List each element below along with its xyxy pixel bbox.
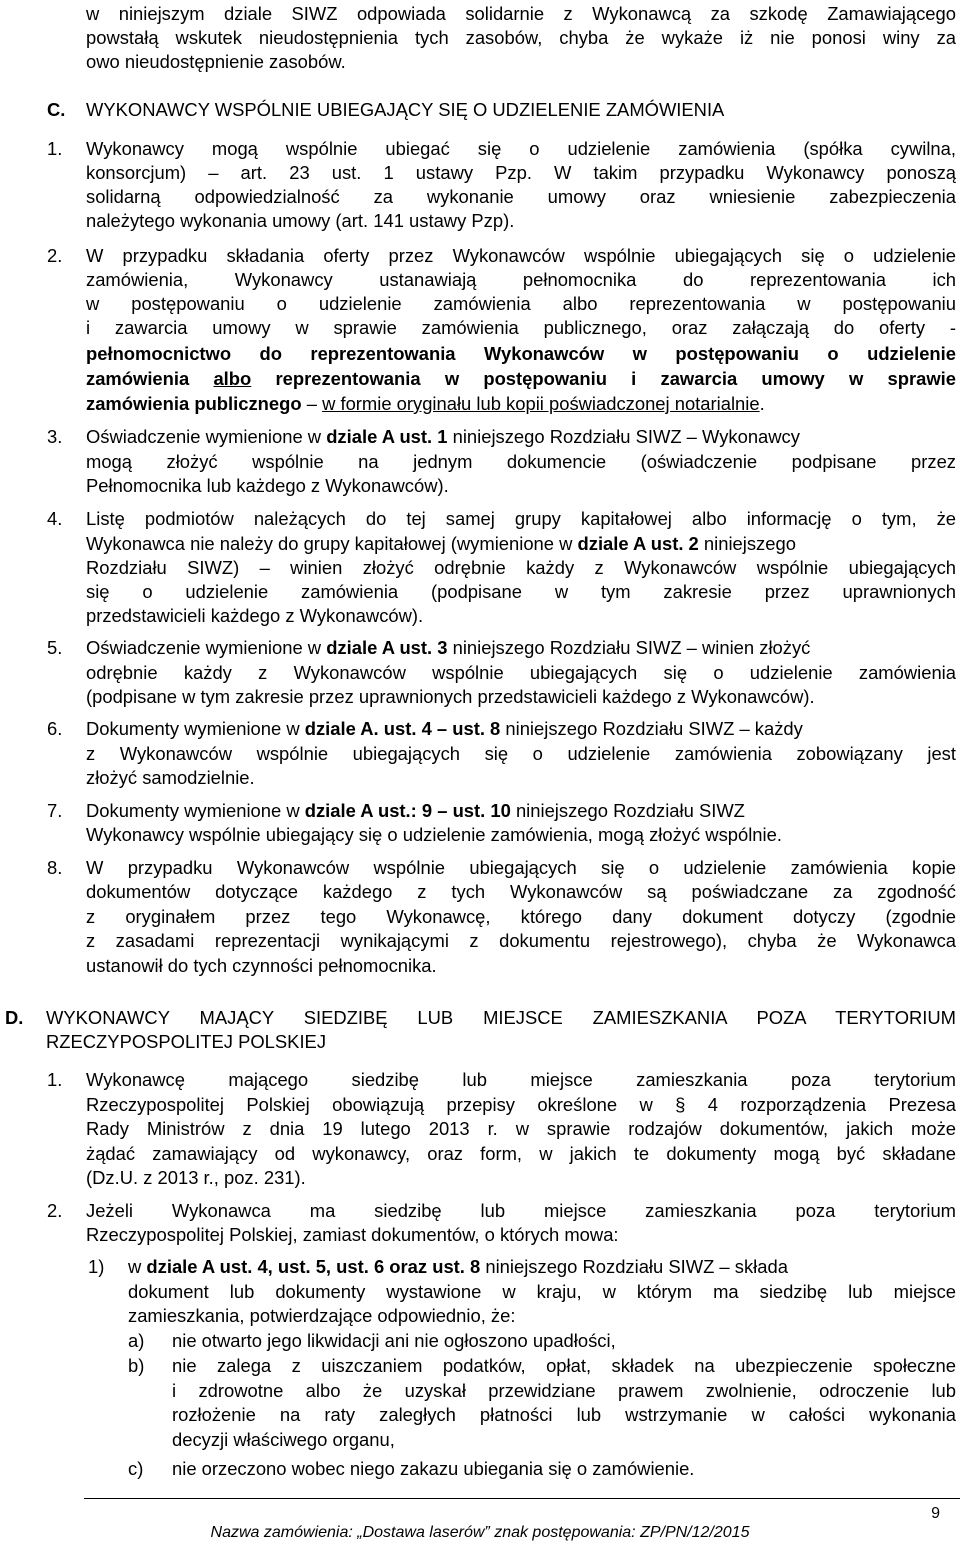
bold-text: dziale A. ust. 4 – ust. 8 — [304, 718, 501, 739]
paragraph-line — [86, 717, 803, 741]
text: niniejszego Rozdziału SIWZ — [510, 800, 745, 821]
section-letter: D. — [5, 1007, 24, 1028]
paragraph-line — [86, 532, 796, 556]
point-letter: b) — [128, 1355, 145, 1376]
paragraph-line: konsorcjum) – art. 23 ust. 1 ustawy Pzp. W takim przypadku Wykonawcy ponoszą — [86, 162, 956, 183]
point-letter: a) — [128, 1330, 145, 1351]
item-number: 8. — [47, 857, 63, 878]
paragraph-line: (podpisane w tym zakresie przez uprawnionych przedstawicieli każdego z Wykonawców). — [86, 686, 815, 707]
footer-text: Nazwa zamówienia: „Dostawa laserów” znak postępowania: ZP/PN/12/2015 — [210, 1524, 750, 1541]
paragraph-line: mogą złożyć wspólnie na jednym dokumencie (oświadczenie podpisane przez — [86, 451, 956, 472]
bold-text: dziale A ust. 1 — [326, 426, 448, 447]
paragraph-line: solidarną odpowiedzialność za wykonanie umowy oraz wniesienie zabezpieczenia — [86, 186, 956, 207]
paragraph-line-bold — [86, 367, 956, 391]
paragraph-line: rozłożenie na raty zaległych płatności lub wstrzymanie w całości wykonania — [172, 1404, 956, 1425]
item-number: 3. — [47, 426, 63, 447]
paragraph-line: Rzeczypospolitej Polskiej, zamiast dokumentów, o których mowa: — [86, 1224, 619, 1245]
text: niniejszego Rozdziału SIWZ – składa — [480, 1256, 788, 1277]
text: niniejszego Rozdziału SIWZ – Wykonawcy — [447, 426, 800, 447]
paragraph-line: z Wykonawców wspólnie ubiegających się o udzielenie zamówienia zobowiązany jest — [86, 743, 956, 764]
section-heading: RZECZYPOSPOLITEJ POLSKIEJ — [46, 1031, 327, 1052]
text: Oświadczenie wymienione w — [86, 637, 327, 658]
paragraph-line: Listę podmiotów należących do tej samej grupy kapitałowej albo informację o tym, że — [86, 508, 956, 529]
item-number: 7. — [47, 800, 63, 821]
item-number: 6. — [47, 718, 63, 739]
bold-text: zamówienia publicznego — [86, 393, 302, 414]
paragraph-line: Rzeczypospolitej Polskiej obowiązują przepisy określone w § 4 rozporządzenia Prezesa — [86, 1094, 956, 1115]
item-number: 2. — [47, 245, 63, 266]
intro-line: w niniejszym dziale SIWZ odpowiada solidarnie z Wykonawcą za szkodę Zamawiającego — [86, 3, 956, 24]
paragraph-line: z zasadami reprezentacji wynikającymi z dokumentu rejestrowego), chyba że Wykonawca — [86, 930, 956, 951]
paragraph-line: Jeżeli Wykonawca ma siedzibę lub miejsce zamieszkania poza terytorium — [86, 1200, 956, 1221]
paragraph-line: (Dz.U. z 2013 r., poz. 231). — [86, 1167, 306, 1188]
text: . — [759, 393, 765, 414]
paragraph-line — [86, 636, 810, 660]
paragraph-line: nie orzeczono wobec niego zakazu ubiegania się o zamówienie. — [172, 1458, 695, 1479]
bold-text: dziale A ust. 4, ust. 5, ust. 6 oraz ust. 8 — [146, 1256, 481, 1277]
section-heading: WYKONAWCY WSPÓLNIE UBIEGAJĄCY SIĘ O UDZIELENIE ZAMÓWIENIA — [86, 99, 725, 120]
item-number: 1. — [47, 138, 63, 159]
paragraph-line: nie zalega z uiszczaniem podatków, opłat, składek na ubezpieczenie społeczne — [172, 1355, 956, 1376]
paragraph-line: i zawarcia umowy w sprawie zamówienia publicznego, oraz załączają do oferty - — [86, 317, 956, 338]
item-number: 2. — [47, 1200, 63, 1221]
paragraph-line: Wykonawcy wspólnie ubiegający się o udzielenie zamówienia, mogą złożyć wspólnie. — [86, 824, 782, 845]
section-heading: WYKONAWCY MAJĄCY SIEDZIBĘ LUB MIEJSCE ZAMIESZKANIA POZA TERYTORIUM — [46, 1007, 956, 1028]
underlined-text: albo — [213, 368, 252, 389]
paragraph-line: Wykonawcę mającego siedzibę lub miejsce zamieszkania poza terytorium — [86, 1069, 956, 1090]
intro-line: powstałą wskutek nieudostępnienia tych zasobów, chyba że wykaże iż nie ponosi winy za — [86, 27, 956, 48]
bold-text: dziale A ust.: 9 – ust. 10 — [304, 800, 511, 821]
paragraph-line: Pełnomocnika lub każdego z Wykonawców). — [86, 475, 449, 496]
paragraph-line: zamieszkania, potwierdzające odpowiednio, że: — [128, 1305, 516, 1326]
footer-divider — [84, 1498, 960, 1499]
sub-item-number: 1) — [88, 1256, 105, 1277]
item-number: 5. — [47, 637, 63, 658]
dash-text: – — [301, 393, 323, 414]
bold-text: dziale A ust. 3 — [326, 637, 448, 658]
paragraph-line: w postępowaniu o udzielenie zamówienia albo reprezentowania w postępowaniu — [86, 293, 956, 314]
item-number: 4. — [47, 508, 63, 529]
paragraph-line — [86, 392, 765, 416]
paragraph-line: Rozdziału SIWZ) – winien złożyć odrębnie każdy z Wykonawców wspólnie ubiegających — [86, 557, 956, 578]
text: Wykonawca nie należy do grupy kapitałowej (wymienione w — [86, 533, 578, 554]
intro-line: owo nieudostępnienie zasobów. — [86, 51, 346, 72]
paragraph-line: dokumentów dotyczące każdego z tych Wykonawców są poświadczane za zgodność — [86, 881, 956, 902]
paragraph-line — [86, 799, 745, 823]
paragraph-line — [86, 425, 800, 449]
item-number: 1. — [47, 1069, 63, 1090]
paragraph-line: przedstawicieli każdego z Wykonawców). — [86, 605, 424, 626]
paragraph-line: należytego wykonania umowy (art. 141 ustawy Pzp). — [86, 210, 515, 231]
text: w — [128, 1256, 147, 1277]
bold-text: reprezentowania w postępowaniu i zawarcia umowy w sprawie — [275, 368, 956, 389]
paragraph-line: zamówienia, Wykonawcy ustanawiają pełnomocnika do reprezentowania ich — [86, 269, 956, 290]
bold-text: zamówienia — [86, 368, 190, 389]
paragraph-line: W przypadku składania oferty przez Wykonawców wspólnie ubiegających się o udzielenie — [86, 245, 956, 266]
text: Dokumenty wymienione w — [86, 800, 305, 821]
paragraph-line: Rady Ministrów z dnia 19 lutego 2013 r. w sprawie rodzajów dokumentów, jakich może — [86, 1118, 956, 1139]
paragraph-line: Wykonawcy mogą wspólnie ubiegać się o udzielenie zamówienia (spółka cywilna, — [86, 138, 956, 159]
bold-text: dziale A ust. 2 — [577, 533, 699, 554]
point-letter: c) — [128, 1458, 144, 1479]
paragraph-line: się o udzielenie zamówienia (podpisane w tym zakresie przez uprawnionych — [86, 581, 956, 602]
paragraph-line: decyzji właściwego organu, — [172, 1429, 395, 1450]
paragraph-line: i zdrowotne albo że uzyskał przewidziane prawem zwolnienie, odroczenie lub — [172, 1380, 956, 1401]
underlined-text: w formie oryginału lub kopii poświadczonej notarialnie — [322, 393, 760, 414]
paragraph-line: odrębnie każdy z Wykonawców wspólnie ubiegających się o udzielenie zamówienia — [86, 662, 956, 683]
text: niniejszego Rozdziału SIWZ – każdy — [500, 718, 803, 739]
text: niniejszego Rozdziału SIWZ – winien złożyć — [447, 637, 811, 658]
paragraph-line-bold: pełnomocnictwo do reprezentowania Wykonawców w postępowaniu o udzielenie — [86, 343, 956, 364]
paragraph-line: złożyć samodzielnie. — [86, 767, 255, 788]
paragraph-line: W przypadku Wykonawców wspólnie ubiegających się o udzielenie zamówienia kopie — [86, 857, 956, 878]
text: niniejszego — [698, 533, 796, 554]
text: Oświadczenie wymienione w — [86, 426, 327, 447]
paragraph-line: nie otwarto jego likwidacji ani nie ogłoszono upadłości, — [172, 1330, 616, 1351]
page-number: 9 — [931, 1505, 940, 1522]
paragraph-line: z oryginałem przez tego Wykonawcę, którego dany dokument dotyczy (zgodnie — [86, 906, 956, 927]
section-letter: C. — [47, 99, 66, 120]
text: Dokumenty wymienione w — [86, 718, 305, 739]
paragraph-line: żądać zamawiający od wykonawcy, oraz form, w jakich te dokumenty mogą być składane — [86, 1143, 956, 1164]
paragraph-line: ustanowił do tych czynności pełnomocnika. — [86, 955, 437, 976]
paragraph-line: dokument lub dokumenty wystawione w kraju, w którym ma siedzibę lub miejsce — [128, 1281, 956, 1302]
paragraph-line — [128, 1255, 788, 1279]
